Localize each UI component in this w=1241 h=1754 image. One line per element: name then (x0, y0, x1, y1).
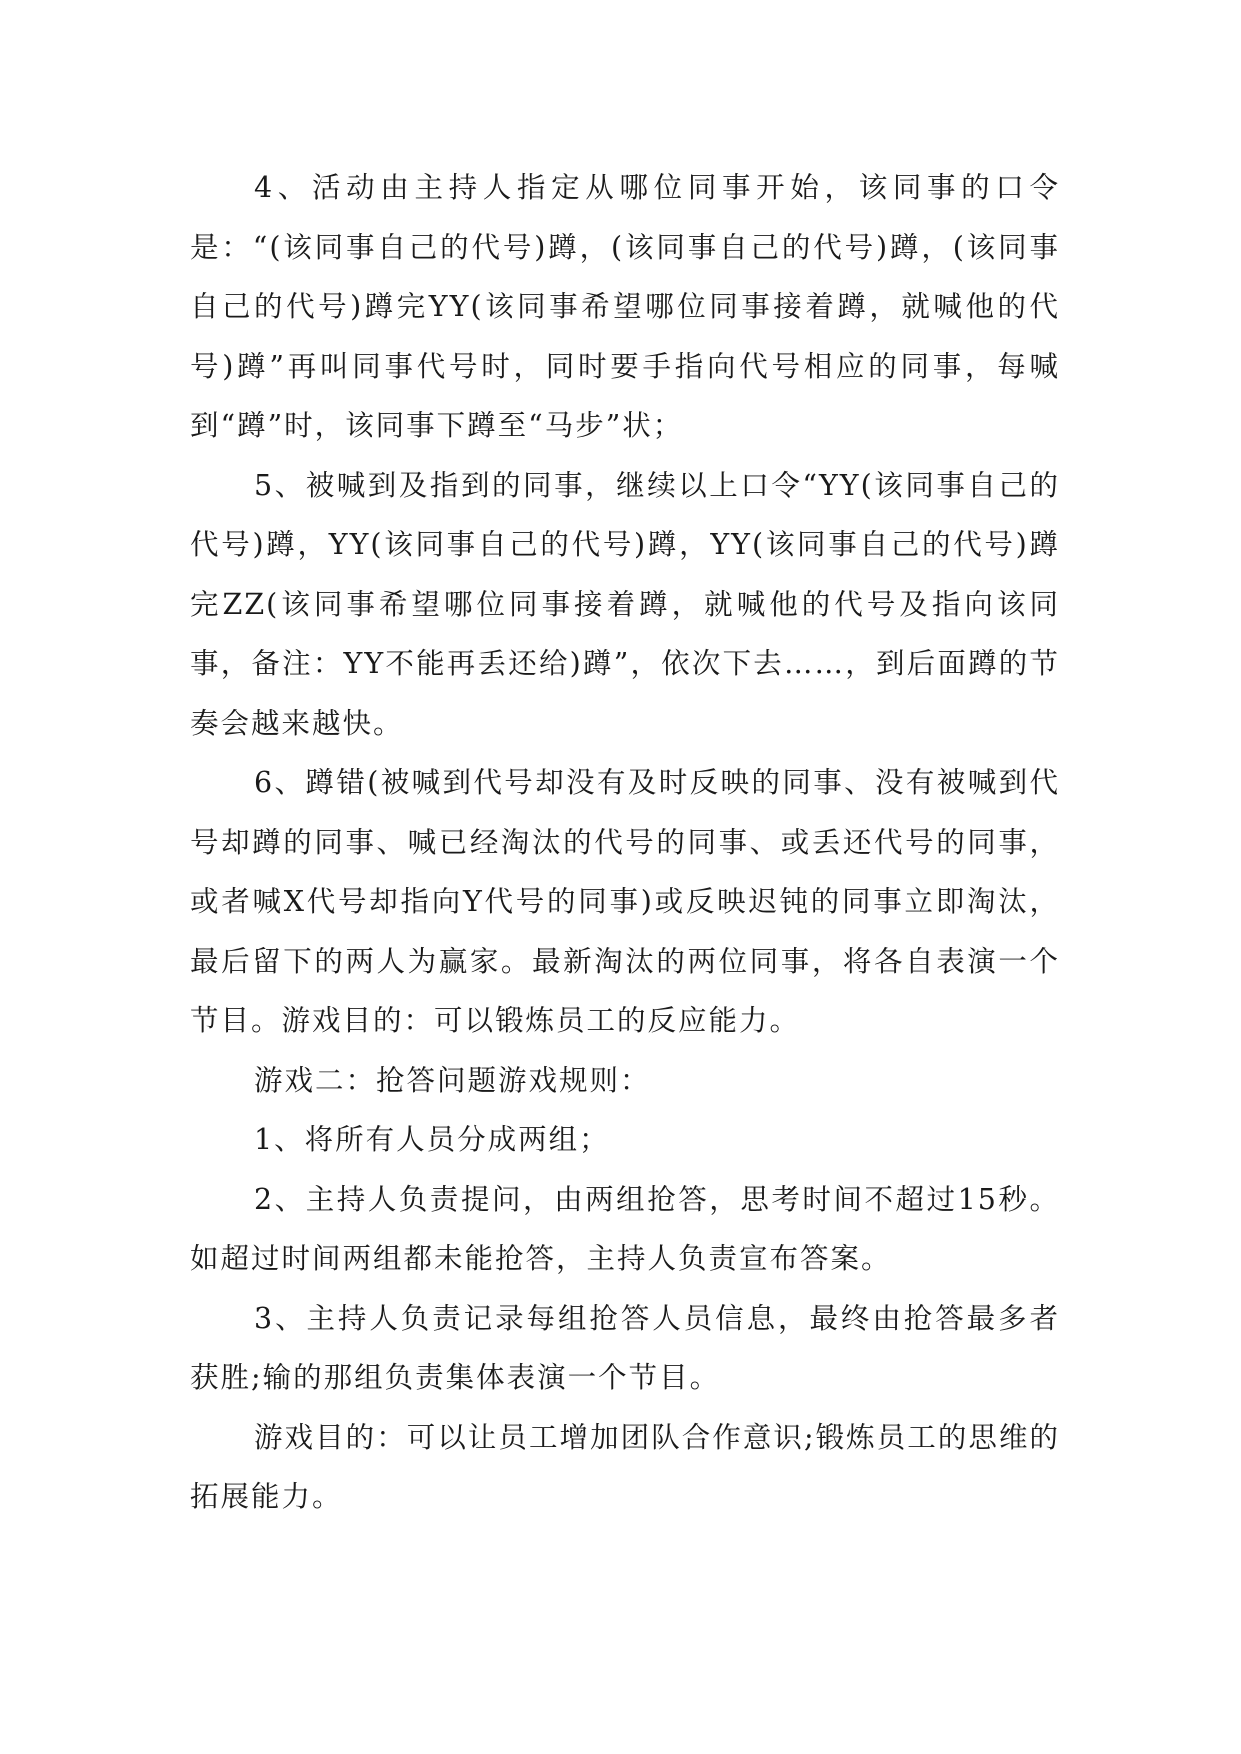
game-two-rule-2: 2、主持人负责提问，由两组抢答，思考时间不超过15秒。如超过时间两组都未能抢答，主持人负责宣布答案。 (190, 1182, 1060, 1275)
game-two-rule-3: 3、主持人负责记录每组抢答人员信息，最终由抢答最多者获胜;输的那组负责集体表演一个节目。 (190, 1301, 1060, 1394)
document-body (190, 158, 1060, 1527)
game-two-rule-1: 1、将所有人员分成两组； (254, 1123, 610, 1156)
game-purpose: 游戏目的：可以让员工增加团队合作意识;锻炼员工的思维的拓展能力。 (190, 1420, 1060, 1513)
paragraph-rule-4: 4、活动由主持人指定从哪位同事开始，该同事的口令是：“(该同事自己的代号)蹲，(该同事自己的代号)蹲，(该同事自己的代号)蹲完YY(该同事希望哪位同事接着蹲，就喊他的代号)蹲”再叫同事代号时，同时要手指向代号相应的同事，每喊到“蹲”时，该同事下蹲至“马步”状； (190, 171, 1060, 442)
game-two-heading: 游戏二：抢答问题游戏规则： (254, 1063, 651, 1097)
paragraph-rule-6: 6、蹲错(被喊到代号却没有及时反映的同事、没有被喊到代号却蹲的同事、喊已经淘汰的代号的同事、或丢还代号的同事，或者喊X代号却指向Y代号的同事)或反映迟钝的同事立即淘汰，最后留下的两人为赢家。最新淘汰的两位同事，将各自表演一个节目。游戏目的：可以锻炼员工的反应能力。 (190, 766, 1060, 1037)
paragraph-rule-5: 5、被喊到及指到的同事，继续以上口令“YY(该同事自己的代号)蹲，YY(该同事自己的代号)蹲，YY(该同事自己的代号)蹲完ZZ(该同事希望哪位同事接着蹲，就喊他的代号及指向该同事，备注：YY不能再丢还给)蹲”，依次下去……，到后面蹲的节奏会越来越快。 (190, 468, 1060, 740)
